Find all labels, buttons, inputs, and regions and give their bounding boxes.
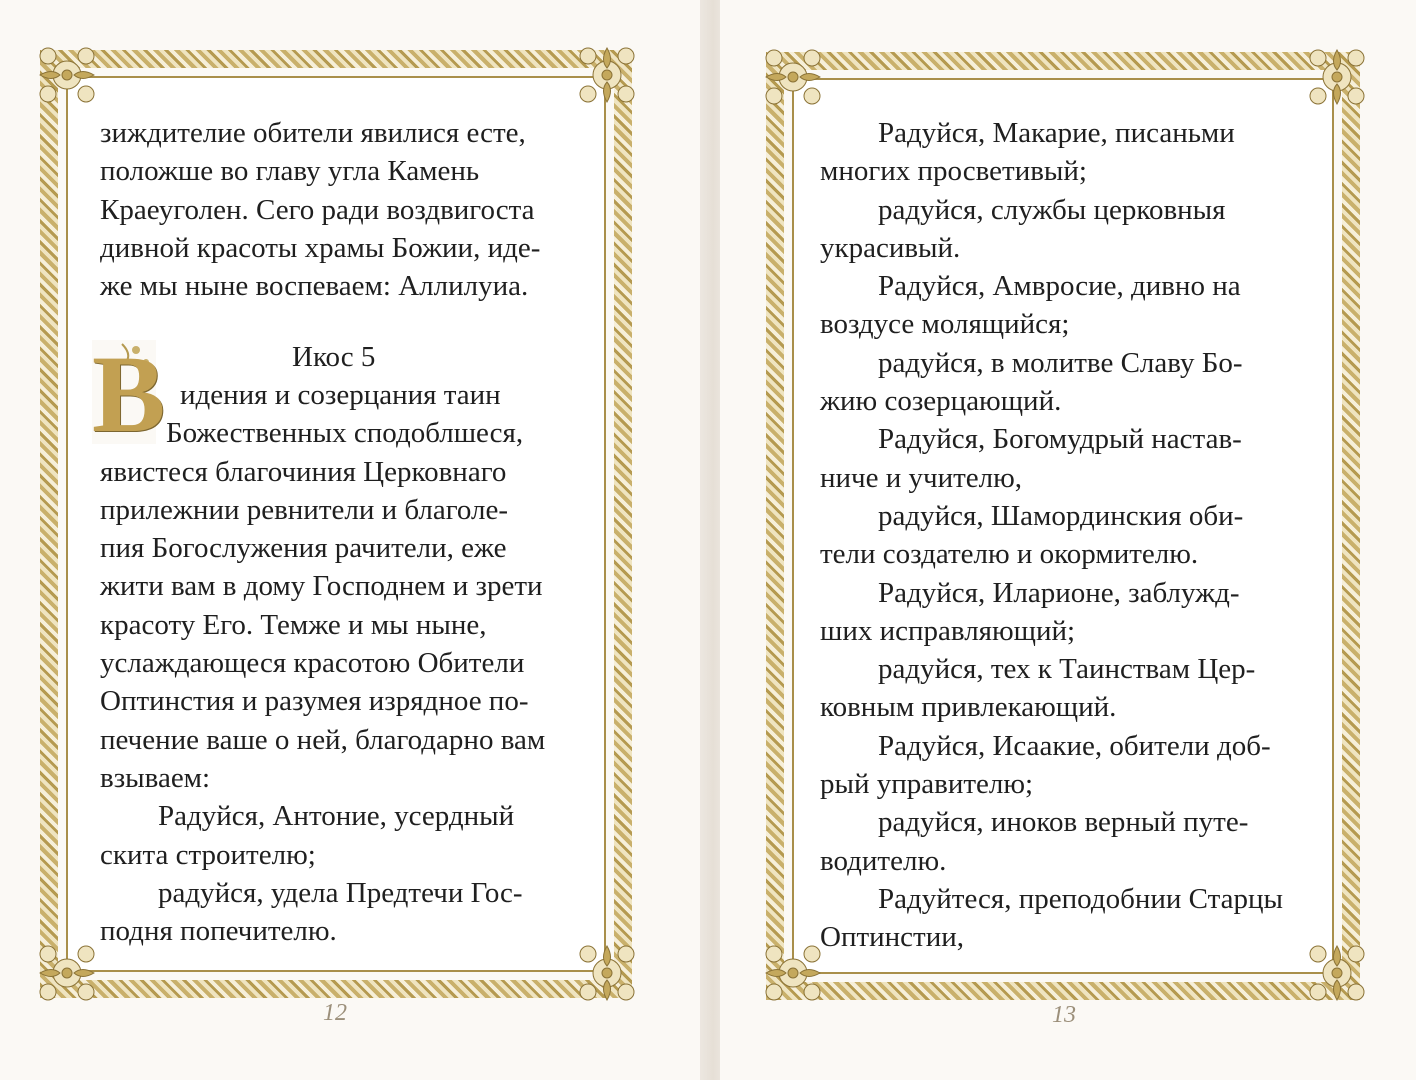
text-line: радуйся, в молитве Славу Бо-	[878, 346, 1243, 379]
text-line: услаждающеся красотою Обители	[100, 647, 525, 680]
text-line: Божественных сподоблшеся,	[166, 417, 524, 450]
ikos-heading-block	[100, 338, 585, 376]
page-number: 12	[323, 1000, 347, 1026]
text-line: Радуйся, Исаакие, обители доб-	[878, 729, 1271, 762]
text-block-ikos	[100, 376, 585, 950]
text-block-right	[820, 114, 1310, 957]
text-line: радуйся, Шамординския оби-	[878, 499, 1244, 532]
text-line: ших исправляющий;	[820, 614, 1076, 647]
text-line: водителю.	[820, 844, 947, 877]
section-heading: Икос 5	[292, 341, 376, 373]
text-line: воздусе молящийся;	[820, 308, 1070, 341]
floral-corner-icon	[570, 38, 644, 112]
text-line: взываем:	[100, 761, 211, 794]
text-line: Краеуголен. Сего ради воздвигоста	[100, 193, 535, 226]
text-line: Оптинстия и разумея изрядное по-	[100, 685, 529, 718]
text-line: красоту Его. Темже и мы ныне,	[100, 608, 487, 641]
text-line: украсивый.	[820, 231, 961, 264]
text-line: скита строителю;	[100, 838, 316, 871]
text-line: подня попечителю.	[100, 915, 337, 948]
text-line: Радуйся, Амвросие, дивно на	[878, 270, 1241, 303]
text-line: тели создателю и окормителю.	[820, 538, 1199, 571]
text-block-top	[100, 114, 585, 305]
text-line: Радуйся, Макарие, писаньми	[878, 117, 1235, 149]
text-line: жити вам в дому Господнем и зрети	[100, 570, 543, 603]
text-line: Радуйся, Богомудрый настав-	[878, 423, 1242, 456]
text-line: многих просветивый;	[820, 155, 1087, 188]
text-line: Радуйся, Иларионе, заблужд-	[878, 576, 1240, 609]
floral-corner-icon	[756, 936, 830, 1010]
text-line: прилежнии ревнители и благоле-	[100, 493, 509, 526]
text-line: радуйся, службы церковныя	[878, 193, 1226, 226]
text-line: Радуйтеся, преподобнии Старцы	[878, 882, 1284, 915]
left-page	[0, 0, 700, 1080]
text-line: же мы ныне воспеваем: Аллилуиа.	[100, 270, 529, 303]
text-line: явистеся благочиния Церковнаго	[100, 455, 507, 488]
text-line: положше во главу угла Камень	[100, 155, 480, 188]
text-line: радуйся, удела Предтечи Гос-	[158, 876, 523, 909]
text-line: радуйся, тех к Таинствам Цер-	[878, 653, 1256, 686]
text-line: идения и созерцания таин	[180, 379, 501, 411]
floral-corner-icon	[1300, 936, 1374, 1010]
page-number: 13	[1052, 1002, 1076, 1028]
text-line: Оптинстии,	[820, 921, 965, 954]
text-line: радуйся, иноков верный путе-	[878, 806, 1249, 839]
text-line: пия Богослужения рачители, еже	[100, 532, 507, 565]
text-line: печение ваше о ней, благодарно вам	[100, 723, 546, 756]
text-line: рый управителю;	[820, 768, 1034, 801]
text-line: ковным привлекающий.	[820, 691, 1117, 724]
floral-corner-icon	[1300, 40, 1374, 114]
text-line: зиждителие обители явилися есте,	[100, 117, 526, 149]
floral-corner-icon	[30, 936, 104, 1010]
floral-corner-icon	[756, 40, 830, 114]
right-page	[720, 0, 1416, 1080]
text-line: дивной красоты храмы Божии, иде-	[100, 231, 541, 264]
text-line: жию созерцающий.	[820, 385, 1062, 418]
text-line: Радуйся, Антоние, усердный	[158, 800, 515, 833]
text-line: ниче и учителю,	[820, 461, 1023, 494]
drop-cap-letter: В	[92, 333, 166, 455]
floral-corner-icon	[30, 38, 104, 112]
